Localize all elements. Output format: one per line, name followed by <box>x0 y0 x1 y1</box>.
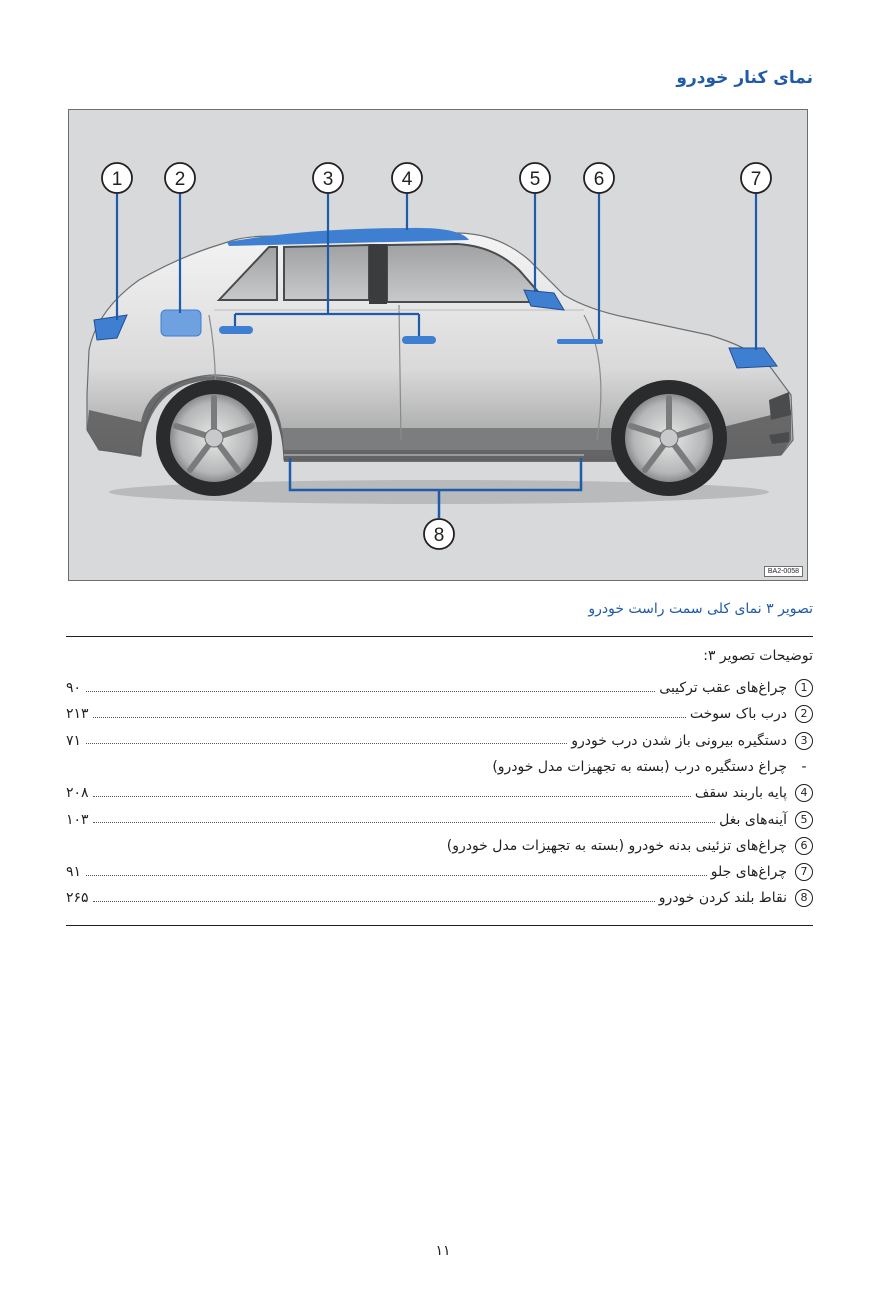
section-title: نمای کنار خودرو <box>676 68 813 88</box>
legend-page-ref[interactable]: ۲۶۵ <box>66 890 89 907</box>
callout-5-label: 5 <box>529 169 541 190</box>
legend-number-badge: 5 <box>795 811 813 829</box>
callout-2 <box>165 163 195 193</box>
legend-item <box>66 781 813 805</box>
dot-leader <box>93 822 716 823</box>
callout-3 <box>313 163 343 193</box>
legend-number-badge: 8 <box>795 889 813 907</box>
legend-page-ref[interactable]: ۷۱ <box>66 732 82 749</box>
decorative-light <box>557 339 603 344</box>
legend-item <box>66 755 813 779</box>
rear-door-window <box>284 245 369 300</box>
legend-item <box>66 834 813 858</box>
callout-7 <box>741 163 771 193</box>
legend-label: چراغ‌های جلو <box>710 864 787 881</box>
callout-5 <box>520 163 550 193</box>
front-door-handle <box>402 336 436 344</box>
vehicle-side-view-figure <box>68 109 808 581</box>
fuel-door <box>161 310 201 336</box>
legend-label: چراغ‌های تزئینی بدنه خودرو (بسته به تجهیزات مدل خودرو) <box>446 837 787 854</box>
dot-leader <box>93 717 686 718</box>
legend-item <box>66 729 813 753</box>
legend-label: نقاط بلند کردن خودرو <box>658 890 787 907</box>
legend-label: پایه باربند سقف <box>694 785 787 802</box>
figure-caption: تصویر ۳ نمای کلی سمت راست خودرو <box>588 601 813 617</box>
dot-leader <box>86 691 655 692</box>
dot-leader <box>86 743 567 744</box>
description-heading: توضیحات تصویر ۳: <box>703 648 813 664</box>
top-divider <box>66 636 813 637</box>
rear-door-handle <box>219 326 253 334</box>
callout-4-label: 4 <box>401 169 413 190</box>
legend-number-badge: 6 <box>795 837 813 855</box>
dot-leader <box>93 796 691 797</box>
legend-label: آینه‌های بغل <box>719 811 787 828</box>
dot-leader <box>93 901 655 902</box>
callout-3-label: 3 <box>322 169 334 190</box>
figure-code: BA2-0058 <box>764 566 803 577</box>
legend-item <box>66 676 813 700</box>
callout-1 <box>102 163 132 193</box>
callout-7-label: 7 <box>750 169 762 190</box>
callout-8 <box>424 519 454 549</box>
legend-number-badge: 7 <box>795 863 813 881</box>
legend-number-badge: 3 <box>795 732 813 750</box>
rear-wheel <box>156 380 272 496</box>
legend-label: درب باک سوخت <box>689 706 787 723</box>
legend-label: چراغ‌های عقب ترکیبی <box>659 680 787 696</box>
legend-item <box>66 808 813 832</box>
callout-4 <box>392 163 422 193</box>
legend-page-ref[interactable]: ۲۰۸ <box>66 785 89 802</box>
legend-label: چراغ دستگیره درب (بسته به تجهیزات مدل خودرو) <box>492 758 787 775</box>
legend-item <box>66 886 813 910</box>
legend-page-ref[interactable]: ۹۰ <box>66 680 82 696</box>
legend-page-ref[interactable]: ۹۱ <box>66 864 82 881</box>
callout-1-label: 1 <box>111 169 123 190</box>
dot-leader <box>86 875 707 876</box>
callout-2-label: 2 <box>174 169 186 190</box>
legend-dash: - <box>801 758 807 775</box>
headlight <box>729 348 777 368</box>
front-wheel <box>611 380 727 496</box>
legend-number-badge: 2 <box>795 705 813 723</box>
legend-item <box>66 860 813 884</box>
vehicle-illustration <box>69 110 808 581</box>
page-number: ۱۱ <box>435 1243 451 1259</box>
legend-page-ref[interactable]: ۲۱۳ <box>66 706 89 723</box>
callout-8-label: 8 <box>433 525 445 546</box>
legend-item <box>66 702 813 726</box>
callout-6 <box>584 163 614 193</box>
rocker-panel <box>282 428 619 450</box>
legend-label: دستگیره بیرونی باز شدن درب خودرو <box>571 732 787 749</box>
legend-number-badge: 4 <box>795 784 813 802</box>
bottom-divider <box>66 925 813 926</box>
callout-6-label: 6 <box>593 169 605 190</box>
legend-number-badge: 1 <box>795 679 813 697</box>
legend-page-ref[interactable]: ۱۰۳ <box>66 811 89 828</box>
